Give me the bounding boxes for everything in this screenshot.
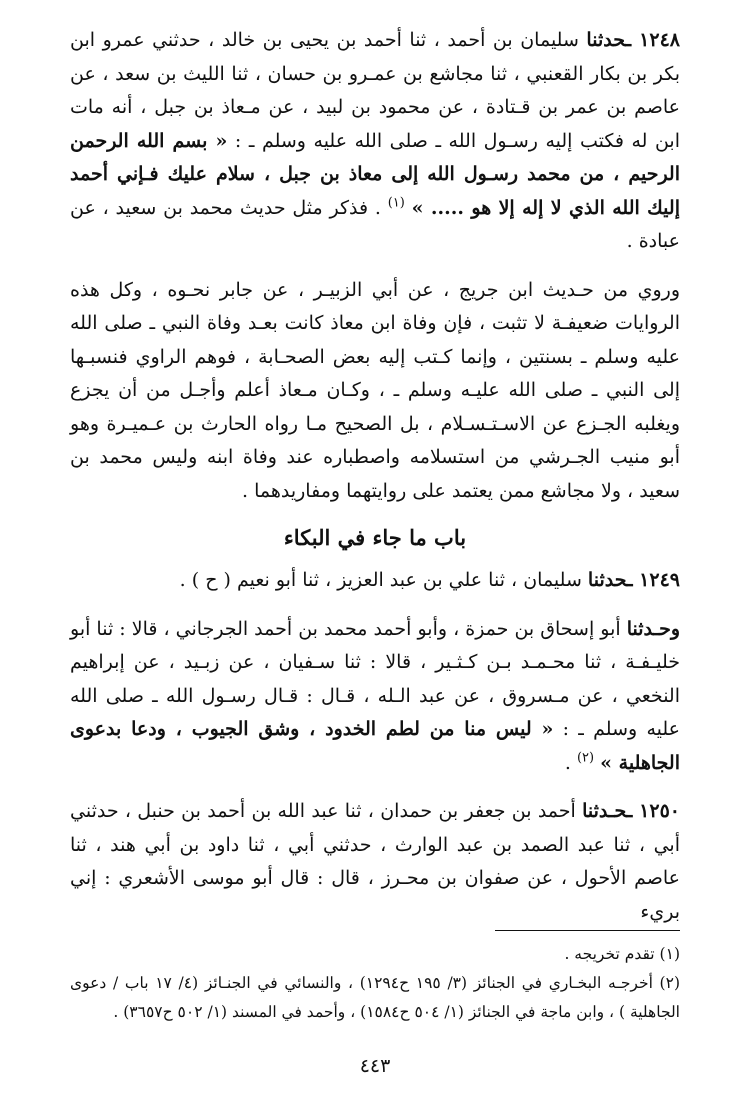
- hadith-1250: [70, 795, 680, 929]
- hadith-1248: [70, 24, 680, 259]
- hadith-text: أحمد بن جعفر بن حمدان ، ثنا عبد الله بن أحمد بن حنبل ، حدثني أبي ، ثنا عبد الصمد بن عبد الوارث ، حدثني أبي ، ثنا داود بن أبي هند ، ثنا عاصم الأحول ، عن صفوان بن محـرز ، قال : قال أبو موسى الأشعري : إني بريء: [70, 800, 680, 923]
- hadith-number: ١٢٥٠ ـ: [626, 800, 680, 822]
- hadith-quote: « بسم الله الرحمن الرحيم ، من محمد رسـول الله إلى معاذ بن جبل ، سلام عليك فـإني أحمد إليك الله الذي لا إله إلا هو ..... »: [70, 129, 680, 219]
- book-page: [70, 20, 680, 1116]
- hadith-text: أبو إسحاق بن حمزة ، وأبو أحمد محمد بن أحمد الجرجاني ، قالا : ثنا أبو خليـفـة ، ثنا محـمـد بـن كـثـير ، قالا : ثنا سـفيان ، عن زبـيد ، عن إبراهيم النخعي ، عن مـسروق ، عن عبد الـله ، قـال : قـال رسـول الله ـ صلى الله عليه وسلم ـ :: [70, 617, 681, 740]
- hadith-number: ١٢٤٨ ـ: [625, 29, 680, 51]
- hadith-text: سليمان بن أحمد ، ثنا أحمد بن يحيى بن خالد ، حدثني عمرو ابن بكر بن بكار القعنبي ، ثنا مجاشع بن عمـرو بن حسان ، ثنا الليث بن سعد ، عن عاصم بن عمر بن قـتادة ، عن محمود بن لبيد ، عن مـعاذ بن جبل ، أنه مات ابن له فكتب إليه رسـول الله ـ صلى الله عليه وسلم ـ :: [70, 29, 681, 152]
- commentary-paragraph: وروي من حـديث ابن جريج ، عن أبي الزبيـر ، عن جابر نحـوه ، وكل هذه الروايات ضعيفـة لا تثبت ، فإن وفاة ابن معاذ كانت بعـد وفاة النبي ـ صلى الله عليه وسلم ـ بسنتين ، وإنما كـتب إليه بعض الصحـابة ، فوهم الراوي فنسبـها إلى النبي ـ صلى الله عليـه وسلم ـ ، وكـان مـعاذ أعلم وأجـل من أن يجزع ويغلبه الجـزع عن الاسـتـسـلام ، بل الصحيح مـا رواه الحارث بن عـميـرة وهو أبو منيب الجـرشي من استسلامه واصطباره عند وفاة ابنه وليس محمد بن سعيد ، ولا مجاشع ممن يعتمد على روايتهما ومفاريدهما .: [70, 278, 680, 502]
- hadith-text-end: .: [564, 751, 577, 774]
- hadith-lead: حـدثنا: [582, 800, 627, 822]
- hadith-1249: [70, 564, 680, 598]
- hadith-number: ١٢٤٩ ـ: [626, 569, 680, 591]
- footnote-reference: (٢): [576, 750, 595, 766]
- section-heading: باب ما جاء في البكاء: [283, 525, 467, 550]
- hadith-1249-continuation: [70, 613, 680, 781]
- hadith-quote: « ليس منا من لطم الخدود ، وشق الجيوب ، ودعا بدعوى الجاهلية »: [70, 718, 680, 774]
- footnote-divider: [495, 930, 680, 931]
- hadith-lead: حدثنا: [586, 29, 626, 51]
- page-number: ٤٤٣: [359, 1055, 391, 1077]
- footnote-reference: (١): [387, 195, 405, 211]
- hadith-lead: حدثنا: [587, 569, 627, 591]
- footnote-1: (١) تقدم تخريجه .: [564, 945, 680, 963]
- footnote-2: (٢) أخرجـه البخـاري في الجنائز (٣/ ١٩٥ ح١٢٩٤) ، والنسائي في الجنـائز (٤/ ١٧ باب / دعوى الجاهلية ) ، وابن ماجة في الجنائز (١/ ٥٠٤ ح١٥٨٤) ، وأحمد في المسند (١/ ٥٠٢ ح٣٦٥٧) .: [70, 974, 680, 1021]
- footnotes: [70, 940, 680, 1027]
- hadith-text: سليمان ، ثنا علي بن عبد العزيز ، ثنا أبو نعيم ( ح ) .: [179, 569, 588, 591]
- hadith-lead: وحـدثنا: [626, 617, 680, 640]
- hadith-text-end: . فذكر مثل حديث محمد بن سعيد ، عن عبادة .: [70, 196, 680, 252]
